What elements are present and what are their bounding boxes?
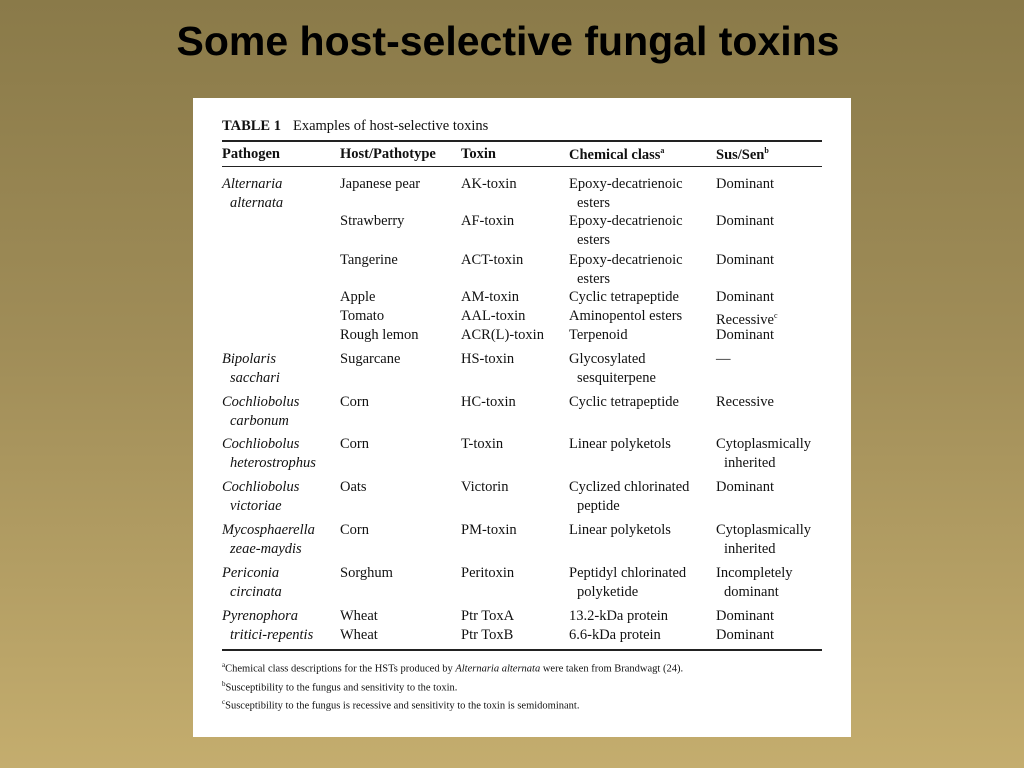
header-host: Host/Pathotype <box>340 146 436 162</box>
host-cell: Japanese pear <box>340 176 421 192</box>
sus-sen-cell: Dominant <box>716 608 774 624</box>
sus-sen-cont: dominant <box>724 583 779 600</box>
header-rule <box>222 166 822 167</box>
toxin-cell: AK-toxin <box>461 176 517 192</box>
chemical-class-cont: polyketide <box>577 583 639 600</box>
header-pathogen: Pathogen <box>222 146 280 162</box>
footnote-c: $^c$Susceptibility to the fungus is recessive and sensitivity to the toxin is semidominant. <box>222 698 580 712</box>
toxin-cell: AM-toxin <box>461 289 519 305</box>
chemical-class-cell: 13.2-kDa protein <box>569 608 669 624</box>
host-cell: Corn <box>340 522 369 538</box>
toxin-cell: Victorin <box>461 479 509 495</box>
chemical-class-cont: esters <box>577 231 611 248</box>
pathogen-species: victoriae <box>230 497 282 514</box>
pathogen-genus: Alternaria <box>222 176 283 192</box>
toxin-cell: HC-toxin <box>461 394 516 410</box>
chemical-class-cell: Terpenoid <box>569 327 628 343</box>
host-cell: Apple <box>340 289 376 305</box>
table-label: TABLE 1 <box>222 118 281 134</box>
host-cell: Corn <box>340 394 369 410</box>
chemical-class-cell: Epoxy-decatrienoic <box>569 252 683 268</box>
toxin-cell: PM-toxin <box>461 522 517 538</box>
footnote-a: $^a$Chemical class descriptions for the HSTs produced by Alternaria alternata were taken from Brandwagt (24). <box>222 661 684 675</box>
pathogen-species: tritici-repentis <box>230 626 314 643</box>
pathogen-species: sacchari <box>230 369 280 386</box>
pathogen-species: alternata <box>230 194 284 211</box>
toxin-cell: ACR(L)-toxin <box>461 327 544 343</box>
toxin-cell: AAL-toxin <box>461 308 526 324</box>
host-cell: Sorghum <box>340 565 393 581</box>
chemical-class-cont: sesquiterpene <box>577 369 656 386</box>
host-cell: Wheat <box>340 627 378 643</box>
chemical-class-cell: Epoxy-decatrienoic <box>569 176 683 192</box>
chemical-class-cont: esters <box>577 194 611 211</box>
toxin-cell: ACT-toxin <box>461 252 524 268</box>
chemical-class-cont: peptide <box>577 497 620 514</box>
host-cell: Rough lemon <box>340 327 419 343</box>
sus-sen-cell: Dominant <box>716 213 774 229</box>
chemical-class-cell: Glycosylated <box>569 351 646 367</box>
pathogen-species: zeae-maydis <box>230 540 302 557</box>
chemical-class-cell: Cyclized chlorinated <box>569 479 690 495</box>
sus-sen-cont: inherited <box>724 540 776 557</box>
sus-sen-cell: Cytoplasmically <box>716 436 812 452</box>
pathogen-genus: Cochliobolus <box>222 479 300 495</box>
toxin-cell: T-toxin <box>461 436 504 452</box>
pathogen-genus: Pyrenophora <box>222 608 298 624</box>
pathogen-genus: Cochliobolus <box>222 436 300 452</box>
sus-sen-cell: Dominant <box>716 327 774 343</box>
footnote-mark-b: b <box>764 146 769 155</box>
pathogen-genus: Periconia <box>222 565 280 581</box>
header-sus-sen-label: Sus/Sen <box>716 146 765 163</box>
sus-sen-text: Recessive <box>716 311 774 328</box>
top-rule <box>222 140 822 142</box>
pathogen-species: heterostrophus <box>230 454 316 471</box>
slide-title: Some host-selective fungal toxins <box>176 18 840 64</box>
pathogen-genus: Mycosphaerella <box>222 522 315 538</box>
chemical-class-cell: 6.6-kDa protein <box>569 627 661 643</box>
sus-sen-cell: Incompletely <box>716 565 793 581</box>
pathogen-genus: Bipolaris <box>222 351 276 367</box>
chemical-class-cell: Peptidyl chlorinated <box>569 565 687 581</box>
host-cell: Tomato <box>340 308 385 324</box>
header-sus-sen <box>716 146 769 164</box>
sus-sen-cell: Dominant <box>716 289 774 305</box>
pathogen-species: carbonum <box>230 412 289 429</box>
sus-sen-cell: Cytoplasmically <box>716 522 812 538</box>
host-cell: Oats <box>340 479 367 495</box>
chemical-class-cell: Aminopentol esters <box>569 308 683 324</box>
chemical-class-cell: Epoxy-decatrienoic <box>569 213 683 229</box>
toxin-cell: Ptr ToxB <box>461 627 514 643</box>
pathogen-species: circinata <box>230 583 282 600</box>
toxin-cell: HS-toxin <box>461 351 515 367</box>
bottom-rule <box>222 649 822 651</box>
toxin-cell: Ptr ToxA <box>461 608 515 624</box>
table-caption <box>222 118 488 135</box>
sus-sen-cell: Dominant <box>716 627 774 643</box>
footnote-mark-a: a <box>660 146 665 155</box>
host-cell: Tangerine <box>340 252 398 268</box>
footnote-b: $^b$Susceptibility to the fungus and sensitivity to the toxin. <box>222 680 458 694</box>
host-cell: Wheat <box>340 608 378 624</box>
pathogen-genus: Cochliobolus <box>222 394 300 410</box>
toxin-cell: AF-toxin <box>461 213 515 229</box>
header-chemical-class <box>569 146 664 164</box>
header-chemical-class-label: Chemical class <box>569 146 661 163</box>
sus-sen-cell: Dominant <box>716 479 774 495</box>
chemical-class-cell: Linear polyketols <box>569 436 671 452</box>
chemical-class-cell: Cyclic tetrapeptide <box>569 289 679 305</box>
footnote-mark-c: c <box>773 311 778 320</box>
host-cell: Corn <box>340 436 369 452</box>
chemical-class-cell: Cyclic tetrapeptide <box>569 394 679 410</box>
table-caption-text: Examples of host-selective toxins <box>292 118 489 134</box>
toxin-cell: Peritoxin <box>461 565 515 581</box>
sus-sen-cell: Dominant <box>716 252 774 268</box>
sus-sen-cont: inherited <box>724 454 776 471</box>
sus-sen-cell: — <box>716 351 731 367</box>
sus-sen-cell: Dominant <box>716 176 774 192</box>
sus-sen-cell: Recessive <box>716 394 774 410</box>
host-cell: Strawberry <box>340 213 405 229</box>
table-image-panel <box>193 98 851 737</box>
header-toxin: Toxin <box>461 146 496 162</box>
chemical-class-cont: esters <box>577 270 611 287</box>
host-cell: Sugarcane <box>340 351 401 367</box>
chemical-class-cell: Linear polyketols <box>569 522 671 538</box>
